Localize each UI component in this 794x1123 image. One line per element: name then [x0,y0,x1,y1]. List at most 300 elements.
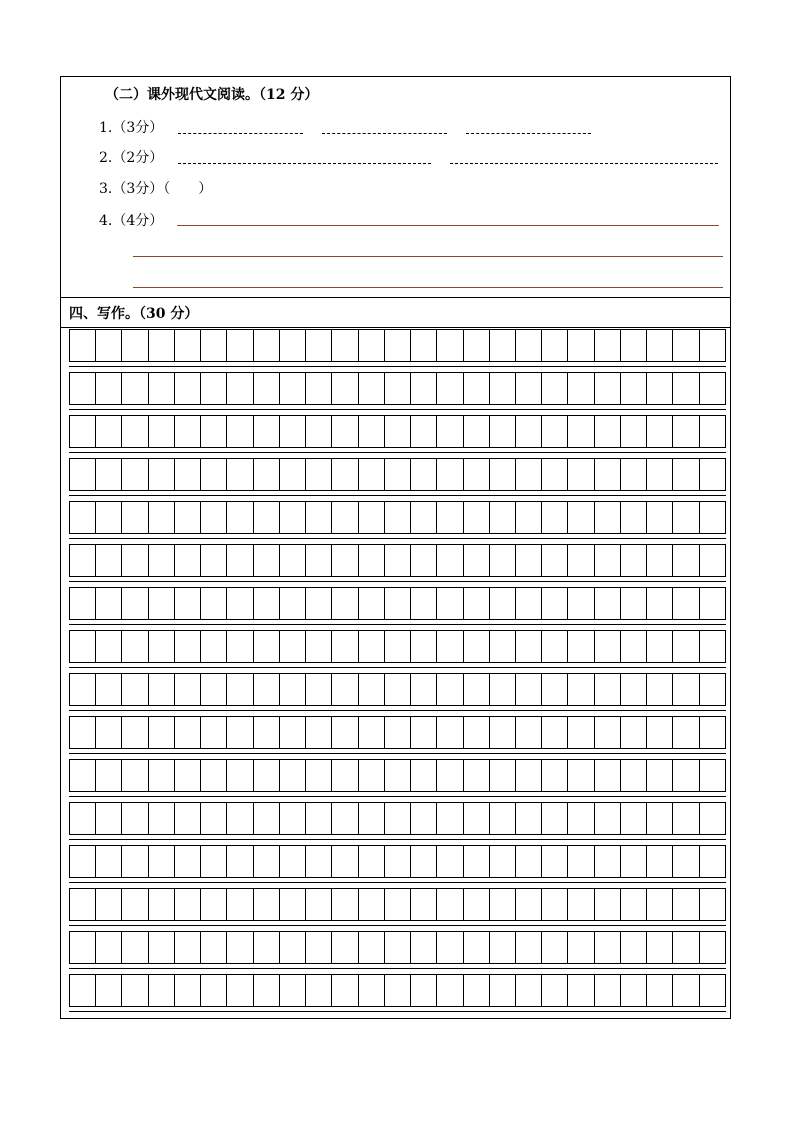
grid-cell[interactable] [306,545,332,576]
grid-cell[interactable] [175,416,201,447]
grid-cell[interactable] [70,932,96,963]
grid-cell[interactable] [516,588,542,619]
grid-cell[interactable] [70,373,96,404]
grid-cell[interactable] [647,588,673,619]
grid-cell[interactable] [385,760,411,791]
grid-cell[interactable] [96,502,122,533]
grid-cell[interactable] [332,674,358,705]
grid-cell[interactable] [254,373,280,404]
grid-cell[interactable] [621,545,647,576]
grid-cell[interactable] [359,889,385,920]
grid-cell[interactable] [673,760,699,791]
grid-cell[interactable] [332,330,358,361]
grid-cell[interactable] [490,545,516,576]
answer-blank[interactable] [322,133,447,134]
grid-cell[interactable] [595,502,621,533]
grid-cell[interactable] [149,717,175,748]
grid-cell[interactable] [385,889,411,920]
grid-cell[interactable] [70,846,96,877]
grid-cell[interactable] [70,416,96,447]
grid-cell[interactable] [516,846,542,877]
grid-cell[interactable] [437,373,463,404]
grid-cell[interactable] [595,373,621,404]
grid-cell[interactable] [437,631,463,662]
grid-cell[interactable] [122,889,148,920]
grid-cell[interactable] [437,459,463,490]
grid-cell[interactable] [280,459,306,490]
grid-cell[interactable] [490,674,516,705]
grid-cell[interactable] [306,717,332,748]
grid-cell[interactable] [437,803,463,834]
grid-cell[interactable] [568,975,594,1006]
grid-cell[interactable] [621,330,647,361]
grid-cell[interactable] [464,760,490,791]
grid-cell[interactable] [411,631,437,662]
grid-cell[interactable] [516,975,542,1006]
grid-cell[interactable] [122,330,148,361]
grid-cell[interactable] [621,674,647,705]
grid-cell[interactable] [332,717,358,748]
grid-cell[interactable] [280,588,306,619]
grid-cell[interactable] [490,975,516,1006]
grid-cell[interactable] [542,502,568,533]
grid-cell[interactable] [175,846,201,877]
grid-cell[interactable] [700,588,725,619]
grid-cell[interactable] [175,674,201,705]
grid-cell[interactable] [149,416,175,447]
grid-cell[interactable] [122,588,148,619]
grid-cell[interactable] [385,459,411,490]
grid-cell[interactable] [201,631,227,662]
grid-cell[interactable] [437,674,463,705]
grid-cell[interactable] [385,846,411,877]
grid-cell[interactable] [122,631,148,662]
grid-cell[interactable] [359,502,385,533]
grid-cell[interactable] [647,803,673,834]
grid-cell[interactable] [149,932,175,963]
grid-cell[interactable] [122,760,148,791]
grid-cell[interactable] [437,717,463,748]
grid-cell[interactable] [621,502,647,533]
grid-cell[interactable] [437,588,463,619]
grid-cell[interactable] [332,760,358,791]
grid-cell[interactable] [280,330,306,361]
grid-cell[interactable] [385,803,411,834]
grid-cell[interactable] [700,459,725,490]
grid-cell[interactable] [306,631,332,662]
grid-cell[interactable] [490,502,516,533]
grid-cell[interactable] [149,846,175,877]
grid-cell[interactable] [516,459,542,490]
grid-cell[interactable] [411,803,437,834]
grid-cell[interactable] [621,631,647,662]
grid-cell[interactable] [201,932,227,963]
answer-blank[interactable] [450,163,718,164]
grid-cell[interactable] [700,416,725,447]
grid-cell[interactable] [595,803,621,834]
grid-cell[interactable] [359,588,385,619]
grid-cell[interactable] [96,545,122,576]
grid-cell[interactable] [122,932,148,963]
grid-cell[interactable] [464,459,490,490]
grid-cell[interactable] [647,674,673,705]
grid-cell[interactable] [490,631,516,662]
grid-cell[interactable] [568,932,594,963]
grid-cell[interactable] [647,889,673,920]
grid-cell[interactable] [700,717,725,748]
grid-cell[interactable] [411,588,437,619]
grid-cell[interactable] [700,932,725,963]
grid-cell[interactable] [280,502,306,533]
grid-cell[interactable] [411,502,437,533]
grid-cell[interactable] [437,330,463,361]
grid-cell[interactable] [227,588,253,619]
grid-cell[interactable] [385,330,411,361]
grid-cell[interactable] [621,889,647,920]
grid-cell[interactable] [254,588,280,619]
grid-cell[interactable] [647,760,673,791]
grid-cell[interactable] [227,502,253,533]
grid-cell[interactable] [149,588,175,619]
grid-cell[interactable] [700,760,725,791]
grid-cell[interactable] [621,846,647,877]
grid-cell[interactable] [464,373,490,404]
grid-cell[interactable] [359,459,385,490]
grid-cell[interactable] [227,889,253,920]
grid-cell[interactable] [700,889,725,920]
grid-cell[interactable] [464,717,490,748]
grid-cell[interactable] [595,760,621,791]
grid-cell[interactable] [227,975,253,1006]
grid-cell[interactable] [490,416,516,447]
grid-cell[interactable] [568,416,594,447]
grid-cell[interactable] [175,889,201,920]
grid-cell[interactable] [96,932,122,963]
grid-cell[interactable] [464,631,490,662]
grid-cell[interactable] [254,975,280,1006]
grid-cell[interactable] [175,330,201,361]
grid-cell[interactable] [280,760,306,791]
grid-cell[interactable] [96,459,122,490]
grid-cell[interactable] [227,674,253,705]
grid-cell[interactable] [437,932,463,963]
grid-cell[interactable] [306,889,332,920]
grid-cell[interactable] [673,803,699,834]
grid-cell[interactable] [227,631,253,662]
grid-cell[interactable] [568,588,594,619]
grid-cell[interactable] [647,631,673,662]
grid-cell[interactable] [122,502,148,533]
grid-cell[interactable] [621,760,647,791]
grid-cell[interactable] [542,803,568,834]
grid-cell[interactable] [332,373,358,404]
grid-cell[interactable] [490,932,516,963]
grid-cell[interactable] [175,631,201,662]
grid-cell[interactable] [280,889,306,920]
grid-cell[interactable] [96,803,122,834]
grid-cell[interactable] [385,545,411,576]
grid-cell[interactable] [568,631,594,662]
grid-cell[interactable] [122,846,148,877]
grid-cell[interactable] [385,631,411,662]
grid-cell[interactable] [568,330,594,361]
grid-cell[interactable] [70,674,96,705]
grid-cell[interactable] [280,631,306,662]
composition-grid[interactable] [69,329,726,1017]
grid-cell[interactable] [332,889,358,920]
grid-cell[interactable] [254,760,280,791]
grid-cell[interactable] [385,588,411,619]
grid-cell[interactable] [96,674,122,705]
grid-cell[interactable] [542,330,568,361]
grid-cell[interactable] [280,373,306,404]
grid-cell[interactable] [437,416,463,447]
grid-cell[interactable] [149,631,175,662]
grid-cell[interactable] [175,717,201,748]
grid-cell[interactable] [70,459,96,490]
grid-cell[interactable] [700,330,725,361]
grid-cell[interactable] [70,889,96,920]
grid-cell[interactable] [673,932,699,963]
grid-cell[interactable] [673,330,699,361]
grid-cell[interactable] [411,889,437,920]
grid-cell[interactable] [437,545,463,576]
grid-cell[interactable] [621,459,647,490]
grid-cell[interactable] [595,717,621,748]
answer-line[interactable] [133,287,723,288]
grid-cell[interactable] [175,588,201,619]
grid-cell[interactable] [595,588,621,619]
grid-cell[interactable] [490,846,516,877]
grid-cell[interactable] [254,502,280,533]
grid-cell[interactable] [280,674,306,705]
grid-cell[interactable] [490,889,516,920]
grid-cell[interactable] [359,975,385,1006]
grid-cell[interactable] [201,760,227,791]
grid-cell[interactable] [359,330,385,361]
grid-cell[interactable] [700,545,725,576]
grid-cell[interactable] [332,631,358,662]
grid-cell[interactable] [673,373,699,404]
grid-cell[interactable] [149,459,175,490]
grid-cell[interactable] [385,373,411,404]
grid-cell[interactable] [70,803,96,834]
grid-cell[interactable] [568,803,594,834]
answer-blank[interactable] [178,163,431,164]
grid-cell[interactable] [647,373,673,404]
grid-cell[interactable] [542,975,568,1006]
grid-cell[interactable] [437,846,463,877]
grid-cell[interactable] [411,846,437,877]
grid-cell[interactable] [227,760,253,791]
grid-cell[interactable] [647,545,673,576]
grid-cell[interactable] [542,760,568,791]
grid-cell[interactable] [175,803,201,834]
grid-cell[interactable] [568,889,594,920]
grid-cell[interactable] [621,416,647,447]
grid-cell[interactable] [201,803,227,834]
grid-cell[interactable] [385,416,411,447]
grid-cell[interactable] [516,674,542,705]
grid-cell[interactable] [122,674,148,705]
grid-cell[interactable] [673,674,699,705]
grid-cell[interactable] [359,932,385,963]
grid-cell[interactable] [280,975,306,1006]
grid-cell[interactable] [227,717,253,748]
grid-cell[interactable] [542,889,568,920]
grid-cell[interactable] [175,932,201,963]
grid-cell[interactable] [332,545,358,576]
grid-cell[interactable] [411,330,437,361]
grid-cell[interactable] [647,932,673,963]
grid-cell[interactable] [411,373,437,404]
grid-cell[interactable] [464,803,490,834]
grid-cell[interactable] [332,502,358,533]
grid-cell[interactable] [359,545,385,576]
grid-cell[interactable] [490,373,516,404]
answer-blank[interactable] [178,133,303,134]
grid-cell[interactable] [568,674,594,705]
grid-cell[interactable] [306,674,332,705]
grid-cell[interactable] [149,760,175,791]
grid-cell[interactable] [306,373,332,404]
grid-cell[interactable] [464,846,490,877]
grid-cell[interactable] [437,502,463,533]
grid-cell[interactable] [359,803,385,834]
grid-cell[interactable] [621,932,647,963]
grid-cell[interactable] [227,330,253,361]
grid-cell[interactable] [306,416,332,447]
grid-cell[interactable] [201,545,227,576]
grid-cell[interactable] [227,932,253,963]
grid-cell[interactable] [647,502,673,533]
grid-cell[interactable] [70,330,96,361]
grid-cell[interactable] [621,717,647,748]
grid-cell[interactable] [254,416,280,447]
grid-cell[interactable] [70,631,96,662]
grid-cell[interactable] [70,502,96,533]
grid-cell[interactable] [595,975,621,1006]
grid-cell[interactable] [490,760,516,791]
grid-cell[interactable] [201,717,227,748]
grid-cell[interactable] [96,330,122,361]
grid-cell[interactable] [122,975,148,1006]
grid-cell[interactable] [359,674,385,705]
grid-cell[interactable] [306,760,332,791]
grid-cell[interactable] [568,373,594,404]
grid-cell[interactable] [122,373,148,404]
grid-cell[interactable] [673,502,699,533]
grid-cell[interactable] [385,717,411,748]
grid-cell[interactable] [647,330,673,361]
grid-cell[interactable] [516,889,542,920]
grid-cell[interactable] [437,889,463,920]
grid-cell[interactable] [149,545,175,576]
grid-cell[interactable] [595,545,621,576]
grid-cell[interactable] [490,803,516,834]
grid-cell[interactable] [621,975,647,1006]
grid-cell[interactable] [149,975,175,1006]
grid-cell[interactable] [516,373,542,404]
grid-cell[interactable] [227,545,253,576]
grid-cell[interactable] [464,932,490,963]
grid-cell[interactable] [568,717,594,748]
grid-cell[interactable] [673,631,699,662]
grid-cell[interactable] [542,932,568,963]
grid-cell[interactable] [673,975,699,1006]
grid-cell[interactable] [700,846,725,877]
grid-cell[interactable] [516,803,542,834]
grid-cell[interactable] [568,545,594,576]
grid-cell[interactable] [96,717,122,748]
grid-cell[interactable] [464,416,490,447]
grid-cell[interactable] [306,803,332,834]
grid-cell[interactable] [490,717,516,748]
grid-cell[interactable] [595,330,621,361]
grid-cell[interactable] [516,330,542,361]
grid-cell[interactable] [411,975,437,1006]
grid-cell[interactable] [201,674,227,705]
grid-cell[interactable] [175,373,201,404]
grid-cell[interactable] [70,588,96,619]
grid-cell[interactable] [306,975,332,1006]
grid-cell[interactable] [464,330,490,361]
grid-cell[interactable] [96,588,122,619]
grid-cell[interactable] [306,330,332,361]
grid-cell[interactable] [96,975,122,1006]
grid-cell[interactable] [621,588,647,619]
grid-cell[interactable] [516,545,542,576]
grid-cell[interactable] [306,932,332,963]
grid-cell[interactable] [70,545,96,576]
grid-cell[interactable] [149,373,175,404]
grid-cell[interactable] [700,373,725,404]
grid-cell[interactable] [70,760,96,791]
grid-cell[interactable] [568,459,594,490]
grid-cell[interactable] [70,975,96,1006]
grid-cell[interactable] [201,588,227,619]
grid-cell[interactable] [280,932,306,963]
grid-cell[interactable] [411,760,437,791]
choice-blank[interactable]: （ ） [163,181,213,197]
grid-cell[interactable] [96,631,122,662]
grid-cell[interactable] [385,674,411,705]
grid-cell[interactable] [306,588,332,619]
grid-cell[interactable] [149,889,175,920]
grid-cell[interactable] [542,846,568,877]
grid-cell[interactable] [647,717,673,748]
grid-cell[interactable] [568,760,594,791]
grid-cell[interactable] [595,932,621,963]
grid-cell[interactable] [568,846,594,877]
grid-cell[interactable] [673,588,699,619]
grid-cell[interactable] [568,502,594,533]
grid-cell[interactable] [595,674,621,705]
grid-cell[interactable] [700,674,725,705]
grid-cell[interactable] [516,932,542,963]
grid-cell[interactable] [673,846,699,877]
grid-cell[interactable] [280,846,306,877]
grid-cell[interactable] [595,416,621,447]
grid-cell[interactable] [542,588,568,619]
grid-cell[interactable] [516,502,542,533]
grid-cell[interactable] [227,459,253,490]
grid-cell[interactable] [464,588,490,619]
grid-cell[interactable] [122,416,148,447]
grid-cell[interactable] [359,760,385,791]
grid-cell[interactable] [122,545,148,576]
grid-cell[interactable] [700,631,725,662]
